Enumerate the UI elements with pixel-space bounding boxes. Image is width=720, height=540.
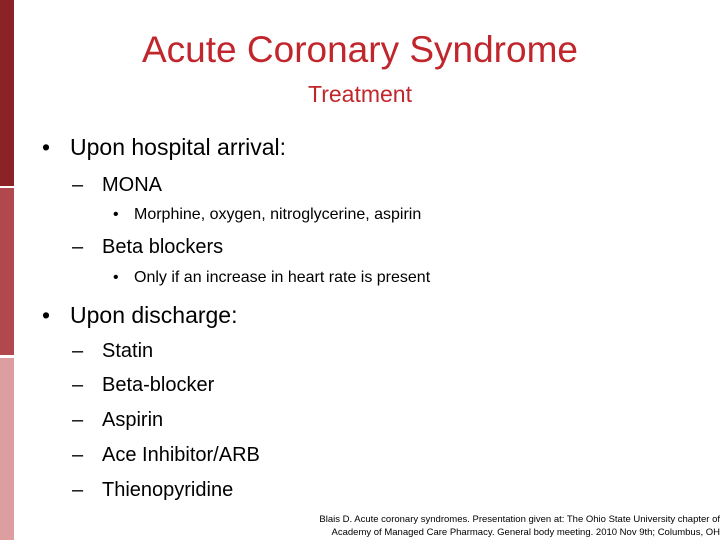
arrival-item-detail-row [113, 268, 430, 288]
citation [295, 513, 720, 539]
discharge-item-row [72, 478, 233, 502]
arrival-item-detail: Only if an increase in heart rate is present [134, 269, 431, 286]
discharge-item: Ace Inhibitor/ARB [102, 444, 260, 466]
discharge-item: Beta-blocker [102, 374, 215, 396]
slide-subtitle: Treatment [308, 81, 412, 107]
arrival-heading-row [42, 133, 286, 161]
dash-icon: – [72, 340, 84, 362]
arrival-item-label: Beta blockers [102, 236, 224, 258]
bullet-icon: • [113, 206, 119, 223]
sidebar-segment-middle [0, 188, 14, 355]
discharge-heading: Upon discharge: [70, 302, 238, 328]
arrival-heading: Upon hospital arrival: [70, 134, 287, 160]
arrival-item-detail: Morphine, oxygen, nitroglycerine, aspirin [134, 206, 422, 223]
discharge-item: Aspirin [102, 409, 164, 431]
dash-icon: – [72, 479, 84, 501]
dash-icon: – [72, 236, 84, 258]
dash-icon: – [72, 374, 84, 396]
arrival-item-label: MONA [102, 174, 162, 196]
discharge-item-row [72, 339, 153, 363]
discharge-heading-row [42, 301, 238, 329]
discharge-item-row [72, 443, 260, 467]
dash-icon: – [72, 409, 84, 431]
discharge-item-row [72, 408, 163, 432]
bullet-icon: • [113, 269, 119, 286]
arrival-item-row [72, 173, 162, 197]
discharge-item-row [72, 373, 214, 397]
discharge-item: Statin [102, 340, 154, 362]
dash-icon: – [72, 444, 84, 466]
arrival-item-row [72, 235, 223, 259]
bullet-icon: • [42, 302, 51, 328]
bullet-icon: • [42, 134, 51, 160]
citation-line-2: Academy of Managed Care Pharmacy. General body meeting. 2010 Nov 9th; Columbus, OH [331, 527, 720, 538]
slide-title: Acute Coronary Syndrome [142, 29, 578, 70]
dash-icon: – [72, 174, 84, 196]
citation-line-1: Blais D. Acute coronary syndromes. Presentation given at: The Ohio State University chapter of [319, 514, 720, 525]
arrival-item-detail-row [113, 205, 421, 225]
sidebar-segment-bottom [0, 358, 14, 540]
discharge-item: Thienopyridine [102, 479, 234, 501]
